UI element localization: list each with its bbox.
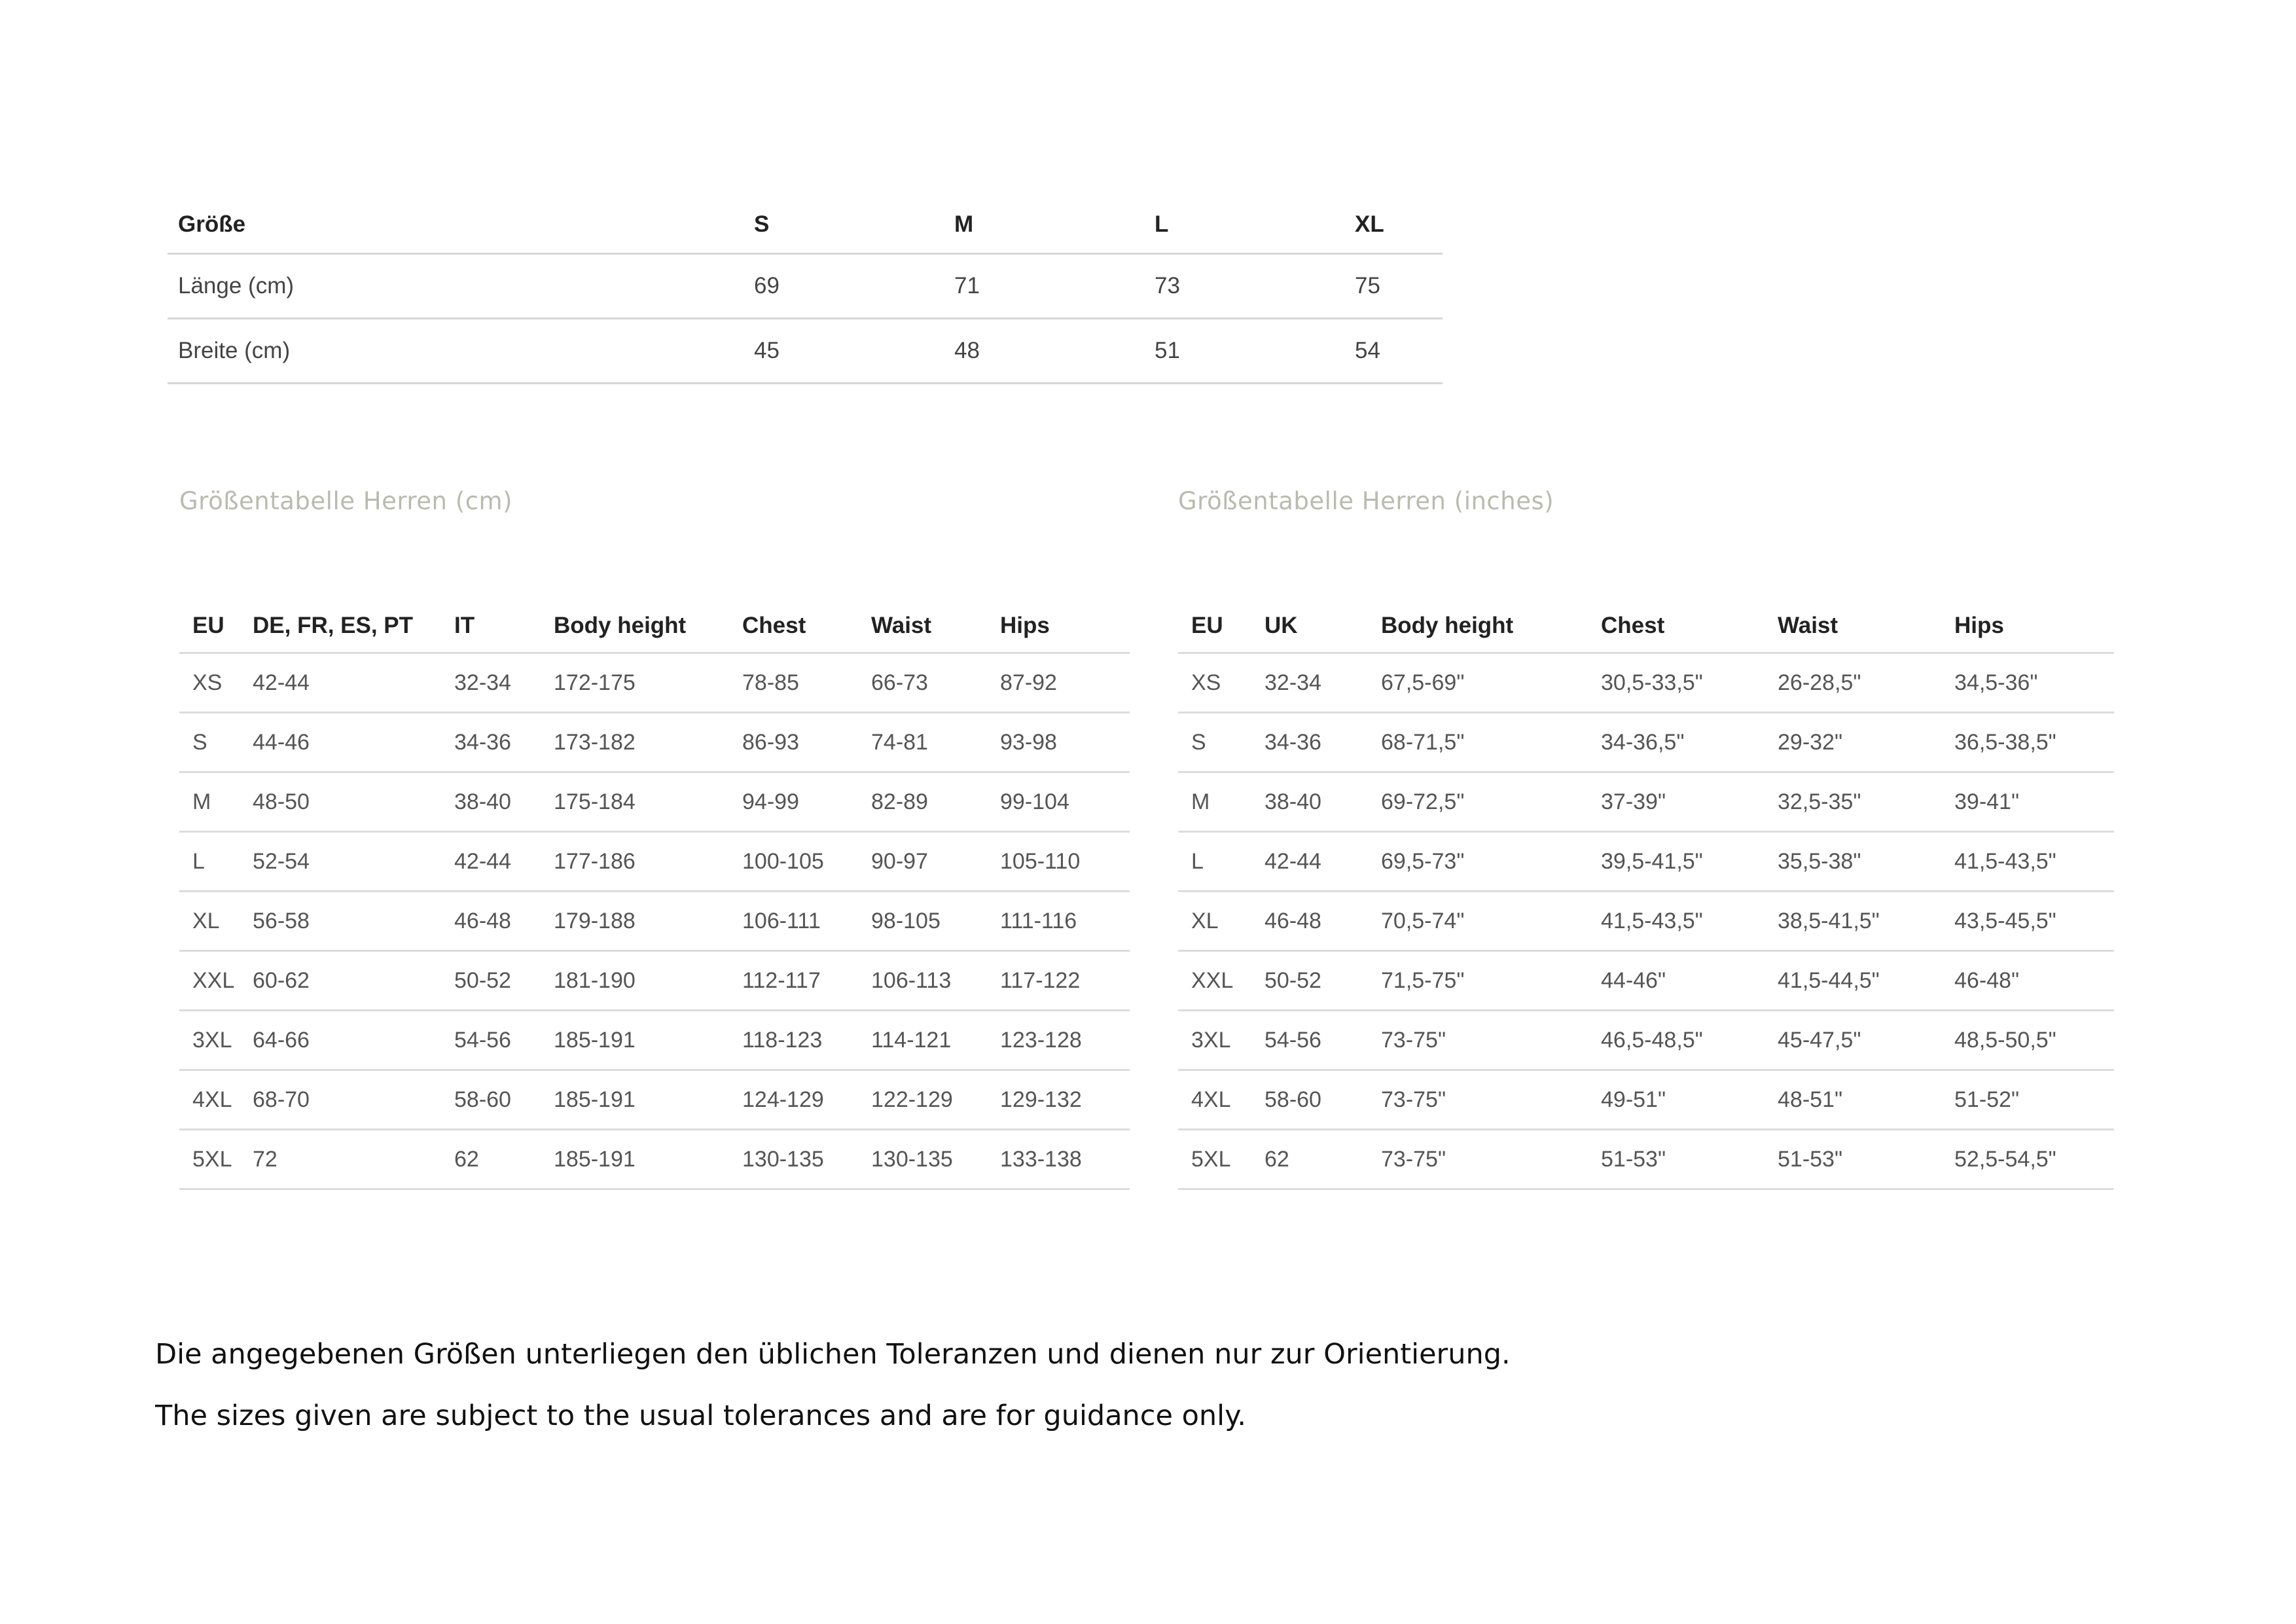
header-cell: EU (179, 600, 253, 653)
garment-size-table (168, 196, 1443, 384)
table-cell: 5XL (1178, 1130, 1265, 1189)
table-cell: 34-36 (1265, 713, 1381, 772)
table-cell: 45 (754, 319, 954, 384)
table-cell: 4XL (1178, 1070, 1265, 1130)
table-cell: 51 (1155, 319, 1355, 384)
table-row (1178, 951, 2114, 1011)
table-cell: S (1178, 713, 1265, 772)
table-row (179, 892, 1130, 951)
table-cell: 99-104 (1000, 772, 1130, 832)
table-cell: 68-71,5" (1381, 713, 1601, 772)
table-row (1178, 1130, 2114, 1189)
header-cell: Chest (742, 600, 871, 653)
table-cell: 177-186 (554, 832, 742, 892)
header-cell: Größe (168, 196, 754, 254)
table-cell: 181-190 (554, 951, 742, 1011)
table-row (168, 254, 1443, 319)
table-row (179, 1011, 1130, 1070)
table-cell: 42-44 (454, 832, 554, 892)
table-cell: M (179, 772, 253, 832)
table-cell: 69,5-73" (1381, 832, 1601, 892)
table-cell: 44-46 (253, 713, 454, 772)
table-cell: 37-39" (1601, 772, 1778, 832)
table-cell: 38,5-41,5" (1778, 892, 1954, 951)
table-cell: 62 (454, 1130, 554, 1189)
table-cell: 185-191 (554, 1011, 742, 1070)
table-cell: 124-129 (742, 1070, 871, 1130)
header-cell: DE, FR, ES, PT (253, 600, 454, 653)
table-cell: 54-56 (1265, 1011, 1381, 1070)
table-header-row (168, 196, 1443, 254)
table-row (179, 832, 1130, 892)
table-cell: 30,5-33,5" (1601, 653, 1778, 713)
table-cell: 44-46" (1601, 951, 1778, 1011)
table-cell: Länge (cm) (168, 254, 754, 319)
table-cell: 50-52 (1265, 951, 1381, 1011)
table-cell: 42-44 (253, 653, 454, 713)
table-row (1178, 1070, 2114, 1130)
table-cell: 73-75" (1381, 1070, 1601, 1130)
table-cell: 78-85 (742, 653, 871, 713)
size-table-cm (179, 600, 1130, 1190)
table-cell: 48-50 (253, 772, 454, 832)
table-cell: XL (179, 892, 253, 951)
table-cell: 5XL (179, 1130, 253, 1189)
table-cell: M (1178, 772, 1265, 832)
table-cell: 133-138 (1000, 1130, 1130, 1189)
header-cell: IT (454, 600, 554, 653)
table-header-row (179, 600, 1130, 653)
table-row (1178, 653, 2114, 713)
table-cell: 48-51" (1778, 1070, 1954, 1130)
table-cell: 73 (1155, 254, 1355, 319)
table-row (179, 1070, 1130, 1130)
table-cell: 51-53" (1601, 1130, 1778, 1189)
header-cell: S (754, 196, 954, 254)
table-cell: S (179, 713, 253, 772)
table-row (179, 653, 1130, 713)
table-cell: 41,5-43,5" (1954, 832, 2114, 892)
table-cell: 100-105 (742, 832, 871, 892)
table-header-row (1178, 600, 2114, 653)
table-cell: 114-121 (871, 1011, 1000, 1070)
table-row (1178, 1011, 2114, 1070)
table-cell: 51-53" (1778, 1130, 1954, 1189)
table-cell: 34,5-36" (1954, 653, 2114, 713)
table-cell: 50-52 (454, 951, 554, 1011)
table-cell: 69 (754, 254, 954, 319)
header-cell: Hips (1000, 600, 1130, 653)
table-row (179, 1130, 1130, 1189)
header-cell: M (954, 196, 1155, 254)
table-cell: Breite (cm) (168, 319, 754, 384)
table-cell: 26-28,5" (1778, 653, 1954, 713)
table-row (1178, 892, 2114, 951)
header-cell: L (1155, 196, 1355, 254)
table-row (179, 951, 1130, 1011)
table-cell: 94-99 (742, 772, 871, 832)
table-cell: 68-70 (253, 1070, 454, 1130)
table-cell: 34-36,5" (1601, 713, 1778, 772)
header-cell: Hips (1954, 600, 2114, 653)
header-cell: EU (1178, 600, 1265, 653)
table-cell: 29-32" (1778, 713, 1954, 772)
tolerance-note-german: Die angegebenen Größen unterliegen den üblichen Toleranzen und dienen nur zur Orientierung. (155, 1338, 1511, 1371)
table-cell: 122-129 (871, 1070, 1000, 1130)
header-cell: Body height (554, 600, 742, 653)
table-cell: 106-113 (871, 951, 1000, 1011)
table-cell: 72 (253, 1130, 454, 1189)
table-cell: 93-98 (1000, 713, 1130, 772)
table-cell: 129-132 (1000, 1070, 1130, 1130)
inch-table-title: Größentabelle Herren (inches) (1178, 487, 1554, 515)
table-row (1178, 832, 2114, 892)
table-cell: 38-40 (1265, 772, 1381, 832)
table-cell: 3XL (1178, 1011, 1265, 1070)
table-cell: XL (1178, 892, 1265, 951)
table-cell: XXL (1178, 951, 1265, 1011)
table-cell: 117-122 (1000, 951, 1130, 1011)
table-cell: 130-135 (871, 1130, 1000, 1189)
table-cell: L (179, 832, 253, 892)
table-cell: 67,5-69" (1381, 653, 1601, 713)
table-cell: 66-73 (871, 653, 1000, 713)
table-cell: 73-75" (1381, 1011, 1601, 1070)
table-cell: 60-62 (253, 951, 454, 1011)
table-cell: 46-48 (454, 892, 554, 951)
table-cell: 98-105 (871, 892, 1000, 951)
table-cell: 3XL (179, 1011, 253, 1070)
table-cell: 39-41" (1954, 772, 2114, 832)
table-cell: 185-191 (554, 1130, 742, 1189)
header-cell: Body height (1381, 600, 1601, 653)
table-cell: 70,5-74" (1381, 892, 1601, 951)
table-cell: 71 (954, 254, 1155, 319)
table-cell: 56-58 (253, 892, 454, 951)
table-cell: 73-75" (1381, 1130, 1601, 1189)
table-cell: 32,5-35" (1778, 772, 1954, 832)
table-row (179, 713, 1130, 772)
table-cell: 41,5-44,5" (1778, 951, 1954, 1011)
table-cell: 82-89 (871, 772, 1000, 832)
table-cell: L (1178, 832, 1265, 892)
table-cell: 48,5-50,5" (1954, 1011, 2114, 1070)
header-cell: Waist (871, 600, 1000, 653)
table-cell: 39,5-41,5" (1601, 832, 1778, 892)
table-cell: 105-110 (1000, 832, 1130, 892)
table-cell: 90-97 (871, 832, 1000, 892)
table-cell: XXL (179, 951, 253, 1011)
table-cell: 112-117 (742, 951, 871, 1011)
header-cell: Chest (1601, 600, 1778, 653)
table-cell: 58-60 (454, 1070, 554, 1130)
table-cell: 42-44 (1265, 832, 1381, 892)
table-cell: 62 (1265, 1130, 1381, 1189)
table-cell: 173-182 (554, 713, 742, 772)
header-cell: UK (1265, 600, 1381, 653)
table-cell: 123-128 (1000, 1011, 1130, 1070)
table-cell: 32-34 (1265, 653, 1381, 713)
table-cell: XS (1178, 653, 1265, 713)
table-cell: 38-40 (454, 772, 554, 832)
table-cell: 175-184 (554, 772, 742, 832)
table-cell: 51-52" (1954, 1070, 2114, 1130)
table-cell: 69-72,5" (1381, 772, 1601, 832)
table-cell: 87-92 (1000, 653, 1130, 713)
table-cell: 46-48" (1954, 951, 2114, 1011)
table-cell: 54-56 (454, 1011, 554, 1070)
table-cell: 48 (954, 319, 1155, 384)
table-row (179, 772, 1130, 832)
table-cell: 43,5-45,5" (1954, 892, 2114, 951)
table-cell: 52,5-54,5" (1954, 1130, 2114, 1189)
table-cell: 71,5-75" (1381, 951, 1601, 1011)
table-cell: 36,5-38,5" (1954, 713, 2114, 772)
table-cell: 45-47,5" (1778, 1011, 1954, 1070)
table-cell: 64-66 (253, 1011, 454, 1070)
table-cell: 106-111 (742, 892, 871, 951)
table-cell: 54 (1355, 319, 1443, 384)
table-cell: 41,5-43,5" (1601, 892, 1778, 951)
table-cell: 4XL (179, 1070, 253, 1130)
table-cell: 86-93 (742, 713, 871, 772)
table-cell: 58-60 (1265, 1070, 1381, 1130)
table-cell: 49-51" (1601, 1070, 1778, 1130)
table-row (168, 319, 1443, 384)
tolerance-note-english: The sizes given are subject to the usual tolerances and are for guidance only. (155, 1399, 1247, 1432)
table-cell: XS (179, 653, 253, 713)
table-cell: 46,5-48,5" (1601, 1011, 1778, 1070)
table-cell: 179-188 (554, 892, 742, 951)
table-cell: 111-116 (1000, 892, 1130, 951)
header-cell: XL (1355, 196, 1443, 254)
table-cell: 35,5-38" (1778, 832, 1954, 892)
table-cell: 32-34 (454, 653, 554, 713)
table-cell: 185-191 (554, 1070, 742, 1130)
table-cell: 130-135 (742, 1130, 871, 1189)
table-cell: 118-123 (742, 1011, 871, 1070)
table-cell: 75 (1355, 254, 1443, 319)
table-cell: 34-36 (454, 713, 554, 772)
table-cell: 74-81 (871, 713, 1000, 772)
size-table-inches (1178, 600, 2114, 1190)
table-cell: 52-54 (253, 832, 454, 892)
table-cell: 46-48 (1265, 892, 1381, 951)
header-cell: Waist (1778, 600, 1954, 653)
cm-table-title: Größentabelle Herren (cm) (179, 487, 513, 515)
table-row (1178, 772, 2114, 832)
table-cell: 172-175 (554, 653, 742, 713)
table-row (1178, 713, 2114, 772)
